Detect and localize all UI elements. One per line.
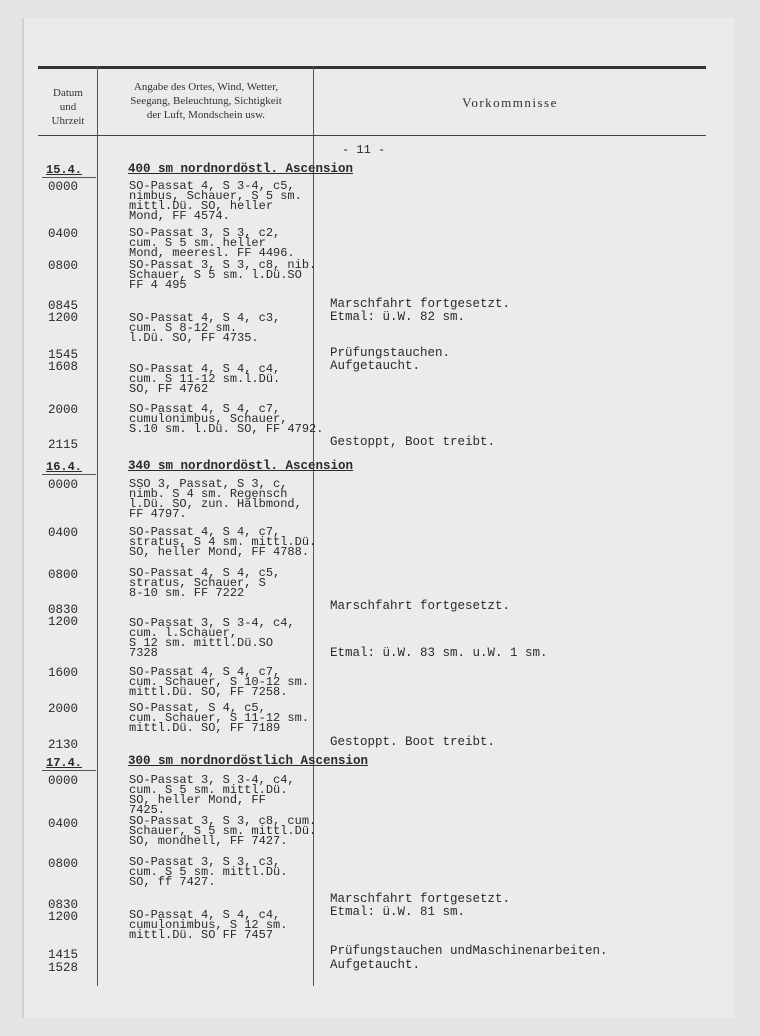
entry-time: 1200 (48, 615, 79, 629)
column-divider-1 (97, 66, 98, 986)
entry-event: Etmal: ü.W. 81 sm. (330, 905, 466, 919)
entry-weather: SO-Passat 4, S 4, c7, cum. Schauer, S 10-12 sm. mittl.Dü. SO, FF 7258. (129, 665, 310, 699)
day-location: 300 sm nordnordöstlich Ascension (128, 754, 369, 768)
day-location: 400 sm nordnordöstl. Ascension (128, 162, 354, 176)
entry-weather: SO-Passat 4, S 4, c4, cum. S 11-12 sm.l.Dü. SO, FF 4762 (129, 362, 281, 396)
entry-time: 0000 (48, 180, 79, 194)
entry-event: Prüfungstauchen undMaschinenarbeiten. (330, 944, 608, 958)
top-rule (38, 66, 706, 69)
entry-weather: SO-Passat 4, S 4, c4, cumulonimbus, S 12 sm. mittl.Dü. SO FF 7457 (129, 908, 288, 942)
entry-time: 0845 (48, 299, 79, 313)
entry-weather: SO-Passat 4, S 4, c7, cumulonimbus, Schauer, S.10 sm. l.Dü. SO, FF 4792. (129, 402, 324, 436)
entry-event: Prüfungstauchen. (330, 346, 451, 360)
entry-event: Marschfahrt fortgesetzt. (330, 297, 511, 311)
entry-event: Aufgetaucht. (330, 958, 421, 972)
entry-weather: SO-Passat 4, S 4, c5, stratus, Schauer, S 8-10 sm. FF 7222 (129, 566, 281, 600)
entry-weather: SO-Passat 4, S 4, c3, cum. S 8-12 sm. l.Dü. SO, FF 4735. (129, 311, 281, 345)
entry-time: 1200 (48, 311, 79, 325)
entry-weather: SO-Passat 4, S 4, c7, stratus, S 4 sm. mittl.Dü. SO, heller Mond, FF 4788. (129, 525, 317, 559)
entry-event: Gestoppt. Boot treibt. (330, 735, 496, 749)
entry-time: 0400 (48, 817, 79, 831)
entry-weather: SSO 3, Passat, S 3, c, nimb. S 4 sm. Regensch l.Dü. SO, zun. Halbmond, FF 4797. (129, 477, 302, 521)
date-separator (42, 177, 96, 178)
entry-time: 2115 (48, 438, 79, 452)
entry-time: 0800 (48, 857, 79, 871)
entry-event: Etmal: ü.W. 83 sm. u.W. 1 sm. (330, 646, 548, 660)
entry-weather: SO-Passat 3, S 3, c3, cum. S 5 sm. mittl.Dü. SO, ff 7427. (129, 855, 288, 889)
entry-time: 0400 (48, 526, 79, 540)
column-header-datum: Datum und Uhrzeit (51, 87, 85, 127)
page-number: - 11 - (342, 143, 386, 157)
date-separator (42, 474, 96, 475)
entry-event: Gestoppt, Boot treibt. (330, 435, 496, 449)
day-date: 15.4. (46, 163, 83, 177)
column-header-vorkommnisse: Vorkommnisse (462, 95, 558, 110)
entry-time: 2000 (48, 403, 79, 417)
entry-time: 0800 (48, 259, 79, 273)
entry-time: 1528 (48, 961, 79, 975)
entry-weather: SO-Passat 3, S 3, c2, cum. S 5 sm. heller Mond, meeresl. FF 4496. (129, 226, 295, 260)
entry-time: 0000 (48, 774, 79, 788)
entry-time: 0800 (48, 568, 79, 582)
entry-event: Marschfahrt fortgesetzt. (330, 892, 511, 906)
entry-time: 1600 (48, 666, 79, 680)
entry-time: 2130 (48, 738, 79, 752)
entry-weather: SO-Passat 3, S 3-4, c4, cum. S 5 sm. mittl.Dü. SO, heller Mond, FF 7425. (129, 773, 295, 817)
entry-time: 0000 (48, 478, 79, 492)
entry-time: 1608 (48, 360, 79, 374)
column-header-ort: Angabe des Ortes, Wind, Wetter, Seegang, Beleuchtung, Sichtigkeit der Luft, Mondschein usw. (130, 81, 282, 121)
entry-weather: SO-Passat 3, S 3, c8, cum. Schauer, S 5 sm. mittl.Dü. SO, mondhell, FF 7427. (129, 814, 317, 848)
entry-event: Aufgetaucht. (330, 359, 421, 373)
entry-event: Marschfahrt fortgesetzt. (330, 599, 511, 613)
day-location: 340 sm nordnordöstl. Ascension (128, 459, 354, 473)
entry-weather: SO-Passat 3, S 3, c8, nib. Schauer, S 5 sm. l.Dü.SO FF 4 495 (129, 258, 317, 292)
entry-time: 1415 (48, 948, 79, 962)
day-date: 16.4. (46, 460, 83, 474)
header-rule (38, 135, 706, 136)
entry-event: Etmal: ü.W. 82 sm. (330, 310, 466, 324)
entry-time: 1200 (48, 910, 79, 924)
day-date: 17.4. (46, 756, 83, 770)
column-divider-2 (313, 66, 314, 986)
entry-time: 0400 (48, 227, 79, 241)
entry-time: 0830 (48, 603, 79, 617)
entry-time: 0830 (48, 898, 79, 912)
date-separator (42, 770, 96, 771)
entry-weather: SO-Passat 4, S 3-4, c5, nimbus, Schauer, S 5 sm. mittl.Dü. SO, heller Mond, FF 4574. (129, 179, 302, 223)
entry-weather: SO-Passat, S 4, c5, cum. Schauer, S 11-12 sm. mittl.Dü. SO, FF 7189 (129, 701, 310, 735)
entry-time: 2000 (48, 702, 79, 716)
entry-time: 1545 (48, 348, 79, 362)
entry-weather: SO-Passat 3, S 3-4, c4, cum. l.Schauer, S 12 sm. mittl.Dü.SO 7328 (129, 616, 295, 660)
